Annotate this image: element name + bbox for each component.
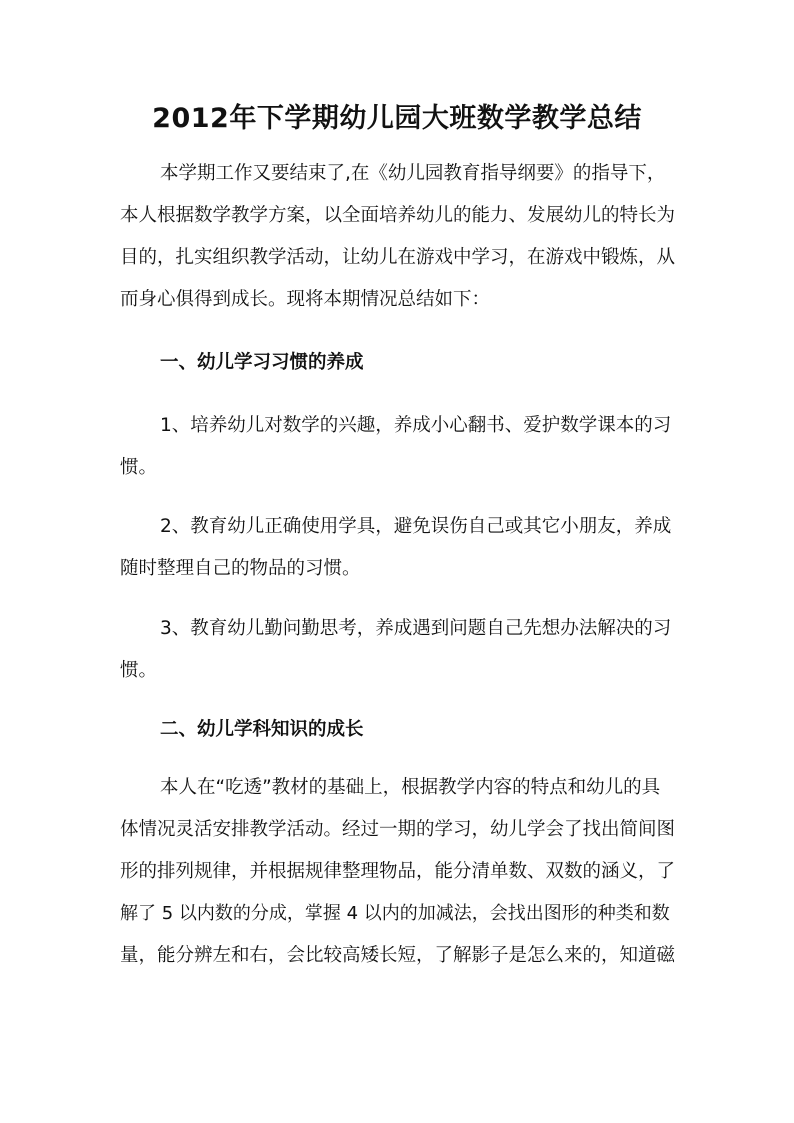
item-3-line-2: 惯。: [120, 660, 158, 681]
section-2-line-1: 本人在“吃透”教材的基础上，根据教学内容的特点和幼儿的具: [160, 777, 661, 798]
section-2-line-4: 解了 5 以内数的分成，掌握 4 以内的加减法，会找出图形的种类和数: [120, 903, 670, 924]
section-2-line-2: 体情况灵活安排教学活动。经过一期的学习，幼儿学会了找出简间图: [120, 819, 676, 840]
intro-line-2: 本人根据数学教学方案，以全面培养幼儿的能力、发展幼儿的特长为: [120, 205, 676, 226]
section-2-line-3: 形的排列规律，并根据规律整理物品，能分清单数、双数的涵义，了: [120, 861, 676, 882]
intro-line-1: 本学期工作又要结束了,在《幼儿园教育指导纲要》的指导下，: [160, 163, 666, 184]
intro-line-4: 而身心俱得到成长。现将本期情况总结如下：: [120, 289, 491, 310]
item-1-line-1: 1、培养幼儿对数学的兴趣，养成小心翻书、爱护数学课本的习: [160, 415, 672, 436]
item-1-line-2: 惯。: [120, 457, 158, 478]
document-title: 2012年下学期幼儿园大班数学教学总结: [152, 103, 642, 134]
intro-line-3: 目的，扎实组织教学活动，让幼儿在游戏中学习，在游戏中锻炼，从: [120, 247, 676, 268]
item-2-line-2: 随时整理自己的物品的习惯。: [120, 558, 361, 579]
item-3-line-1: 3、教育幼儿勤问勤思考，养成遇到问题自己先想办法解决的习: [160, 618, 672, 639]
section-2-line-5: 量，能分辨左和右，会比较高矮长短，了解影子是怎么来的，知道磁: [120, 945, 676, 966]
item-2-line-1: 2、教育幼儿正确使用学具，避免误伤自己或其它小朋友，养成: [160, 516, 672, 537]
section-2-heading: 二、幼儿学科知识的成长: [160, 719, 364, 740]
section-1-heading: 一、幼儿学习习惯的养成: [160, 352, 364, 373]
